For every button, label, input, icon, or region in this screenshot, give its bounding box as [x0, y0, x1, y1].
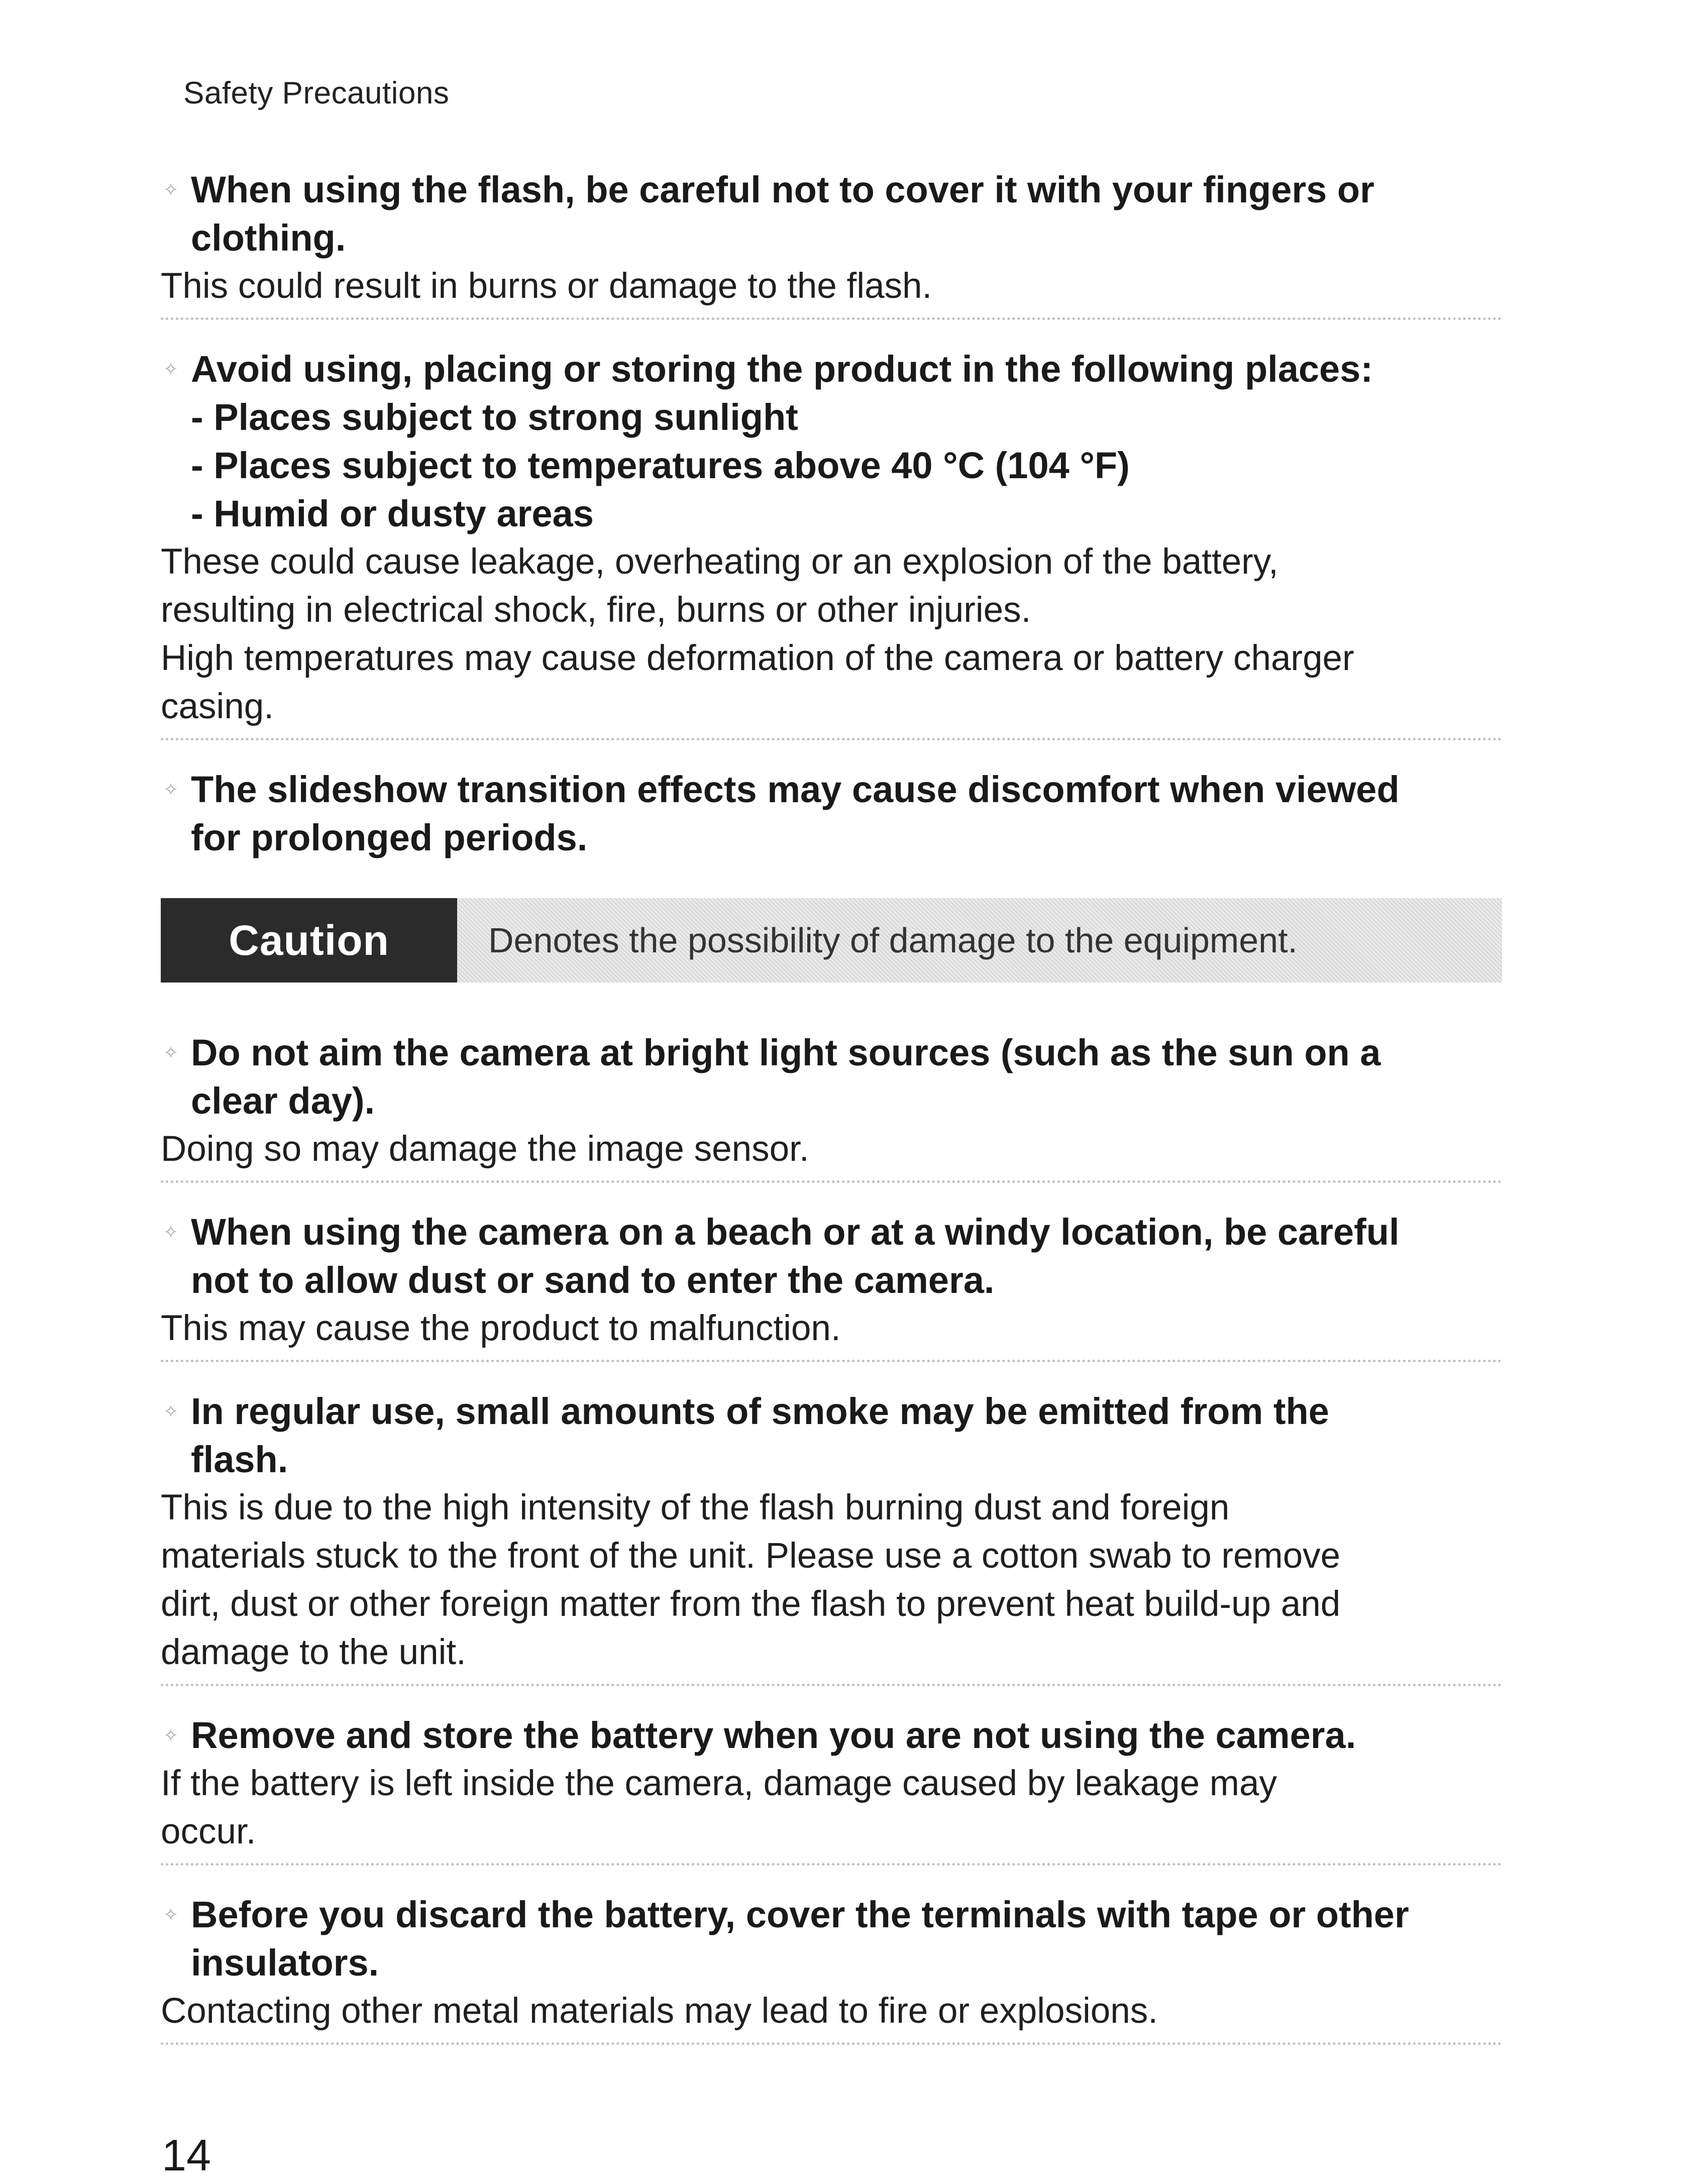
- caution-description: Denotes the possibility of damage to the equipment.: [488, 921, 1298, 960]
- bullet-icon: ✧: [163, 1401, 179, 1422]
- dotted-divider: [161, 1684, 1502, 1686]
- dotted-divider: [161, 2042, 1502, 2045]
- section-body: damage to the unit.: [161, 1632, 466, 1672]
- section-body: This is due to the high intensity of the flash burning dust and foreign: [161, 1488, 1230, 1528]
- bullet-icon: ✧: [163, 359, 179, 379]
- section-heading: ✧ When using the camera on a beach or at a windy location, be careful not to allow dust or sand to enter the camera.: [161, 1208, 1502, 1304]
- section-body: Contacting other metal materials may lead to fire or explosions.: [161, 1991, 1158, 2031]
- section-body: materials stuck to the front of the unit. Please use a cotton swab to remove: [161, 1536, 1341, 1576]
- section-heading: ✧ The slideshow transition effects may cause discomfort when viewed for prolonged periods.: [161, 766, 1502, 862]
- caution-label: Caution: [161, 898, 457, 983]
- list-item: - Humid or dusty areas: [191, 493, 594, 534]
- section-body: This could result in burns or damage to the flash.: [161, 266, 932, 306]
- section-body: Doing so may damage the image sensor.: [161, 1129, 809, 1169]
- bullet-icon: ✧: [163, 1725, 179, 1746]
- caution-remove-battery: [161, 1711, 1502, 1891]
- section-heading: ✧ In regular use, small amounts of smoke may be emitted from the flash.: [161, 1387, 1502, 1484]
- bullet-icon: ✧: [163, 179, 179, 200]
- bullet-icon: ✧: [163, 779, 179, 800]
- dotted-divider: [161, 738, 1502, 740]
- section-heading: ✧ When using the flash, be careful not to cover it with your fingers or clothing.: [161, 166, 1502, 262]
- bullet-icon: ✧: [163, 1042, 179, 1063]
- page-number: 14: [162, 2130, 211, 2180]
- caution-discard-battery: [161, 1891, 1502, 2070]
- warning-storage-places: [161, 345, 1502, 766]
- dotted-divider: [161, 1863, 1502, 1866]
- section-heading: ✧ Remove and store the battery when you are not using the camera.: [161, 1711, 1502, 1760]
- bullet-icon: ✧: [163, 1222, 179, 1242]
- page-content: [161, 166, 1502, 2070]
- caution-beach-sand: [161, 1208, 1502, 1387]
- page-header-title: Safety Precautions: [183, 76, 450, 111]
- section-heading: ✧ Avoid using, placing or storing the product in the following places: - Places subject to strong sunlight - Places subject to temperatures above 40 °C (104 °F) - Humid or dusty areas: [161, 345, 1502, 538]
- dotted-divider: [161, 1360, 1502, 1362]
- caution-banner: [161, 898, 1502, 983]
- section-body: This may cause the product to malfunction.: [161, 1308, 841, 1348]
- section-body: occur.: [161, 1812, 256, 1851]
- section-body: If the battery is left inside the camera, damage caused by leakage may: [161, 1764, 1277, 1803]
- bullet-icon: ✧: [163, 1904, 179, 1925]
- section-body: casing.: [161, 687, 274, 726]
- section-body: dirt, dust or other foreign matter from the flash to prevent heat build-up and: [161, 1584, 1341, 1624]
- dotted-divider: [161, 317, 1502, 320]
- dotted-divider: [161, 1180, 1502, 1183]
- section-heading: ✧ Do not aim the camera at bright light sources (such as the sun on a clear day).: [161, 1029, 1502, 1125]
- section-body: These could cause leakage, overheating or an explosion of the battery,: [161, 542, 1278, 582]
- section-heading: ✧ Before you discard the battery, cover the terminals with tape or other insulators.: [161, 1891, 1502, 1987]
- caution-flash-smoke: [161, 1387, 1502, 1711]
- caution-bright-light: [161, 1029, 1502, 1208]
- warning-flash-cover: [161, 166, 1502, 345]
- list-item: - Places subject to temperatures above 40 °C (104 °F): [191, 445, 1130, 486]
- list-item: - Places subject to strong sunlight: [191, 396, 798, 438]
- section-body: resulting in electrical shock, fire, burns or other injuries.: [161, 590, 1031, 630]
- section-body: High temperatures may cause deformation of the camera or battery charger: [161, 638, 1354, 678]
- warning-slideshow: [161, 766, 1502, 869]
